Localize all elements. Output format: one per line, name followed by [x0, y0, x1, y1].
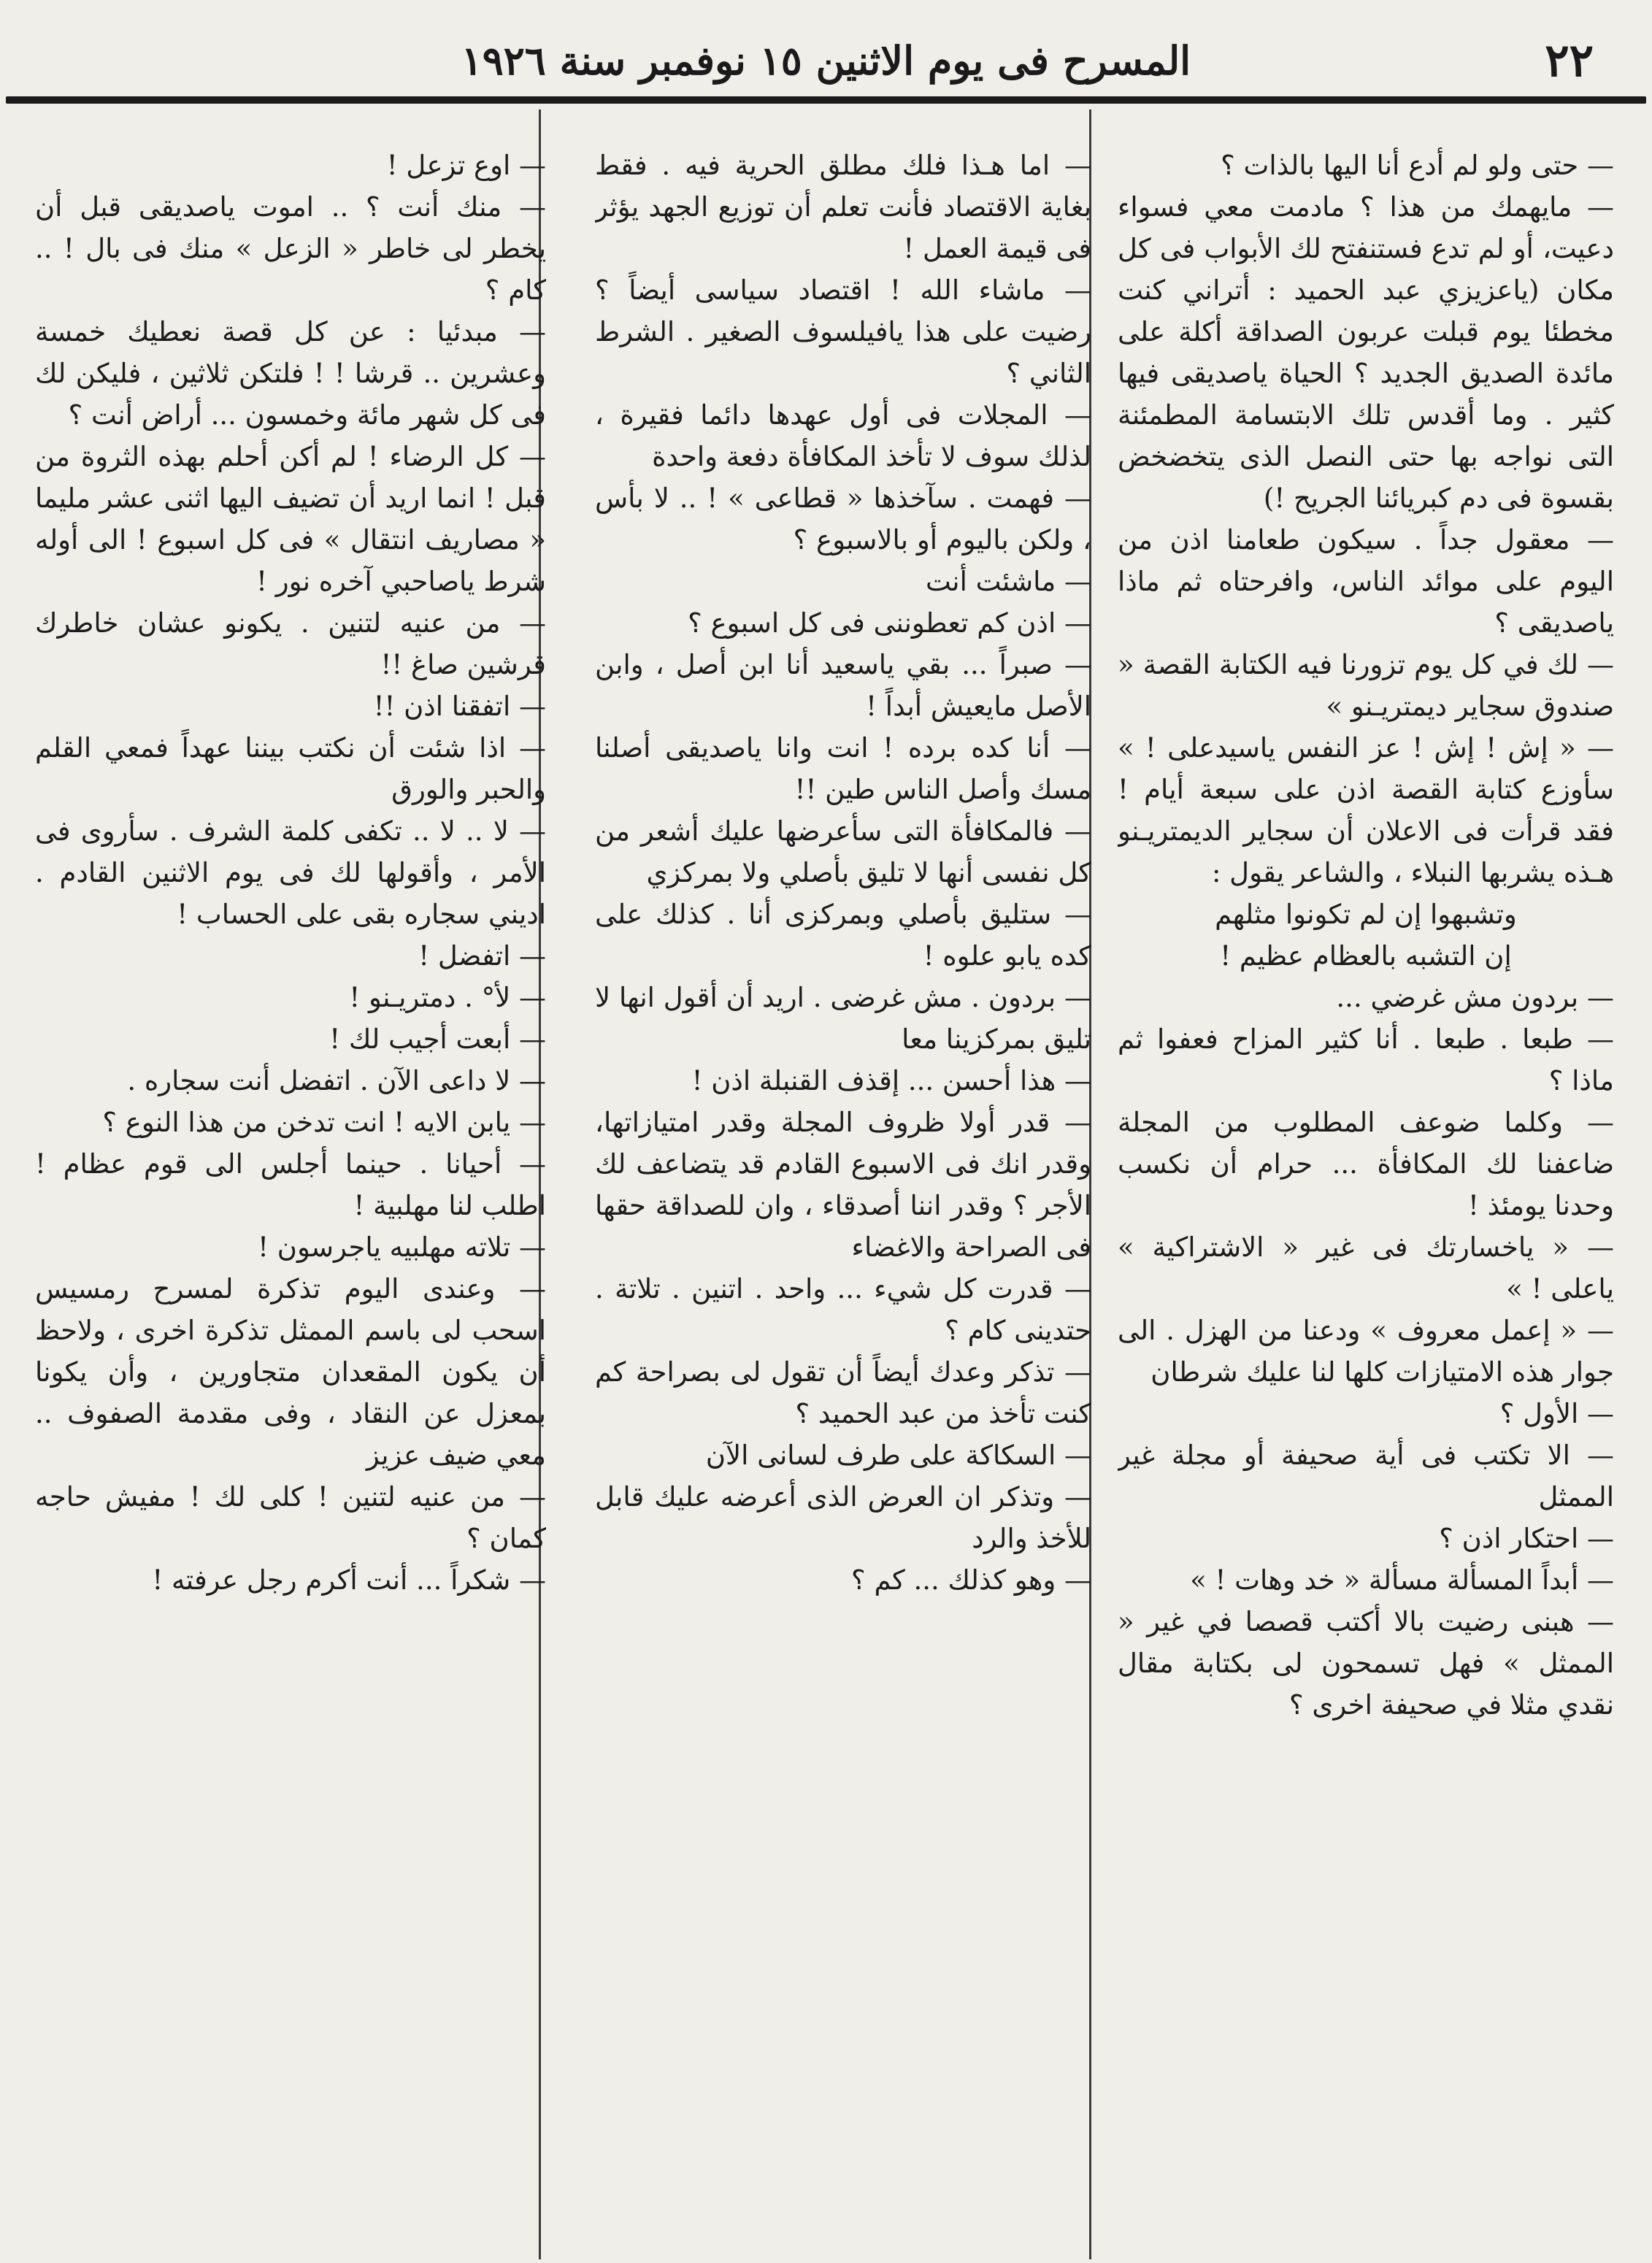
dialogue-line: — « إعمل معروف » ودعنا من الهزل . الى جوار هذه الامتيازات كلها لنا عليك شرطان [1118, 1315, 1614, 1388]
dialogue-line: — الأول ؟ [1499, 1398, 1614, 1429]
dialogue-line: — لا داعى الآن . اتفضل أنت سجاره . [127, 1065, 546, 1096]
header-title: المسرح فى يوم الاثنين ١٥ نوفمبر سنة ١٩٢٦ [461, 37, 1191, 84]
dialogue-line: — يابن الايه ! انت تدخن من هذا النوع ؟ [102, 1107, 546, 1138]
dialogue-line: — اتفضل ! [418, 940, 546, 972]
dialogue-line: — بردون مش غرضي ... [1336, 982, 1614, 1013]
dialogue-line: — من عنيه لتنين ! كلى لك ! مفيش حاجه كمان ؟ [35, 1481, 546, 1554]
dialogue-line: — قدر أولا ظروف المجلة وقدر امتيازاتها، وقدر انك فى الاسبوع القادم قد يتضاعف لك الأجر ؟ وقدر اننا أصدقاء ، وان للصداقة حقها فى الصراحة والاغضاء [595, 1107, 1091, 1263]
dialogue-line: — اتفقنا اذن !! [373, 691, 546, 722]
dialogue-line: — ماشئت أنت [925, 566, 1091, 597]
column-left [35, 145, 546, 2247]
dialogue-line: — هبنى رضيت بالا أكتب قصصا في غير « الممثل » فهل تسمحون لى بكتابة مقال نقدي مثلا في صحيفة اخرى ؟ [1118, 1606, 1614, 1721]
header-rule [6, 96, 1646, 104]
dialogue-line: — حتى ولو لم أدع أنا اليها بالذات ؟ [1221, 150, 1614, 181]
column-middle [595, 145, 1091, 2247]
dialogue-line: — اوع تزعل ! [386, 150, 546, 181]
dialogue-line: — طبعا . طبعا . أنا كثير المزاح فعفوا ثم ماذا ؟ [1118, 1023, 1614, 1096]
dialogue-line: — ستليق بأصلي وبمركزى أنا . كذلك على كده يابو علوه ! [595, 899, 1091, 972]
dialogue-line: — صبراً ... بقي ياسعيد أنا ابن أصل ، وابن الأصل مايعيش أبداً ! [595, 649, 1091, 722]
dialogue-line: — الا تكتب فى أية صحيفة أو مجلة غير الممثل [1118, 1440, 1614, 1513]
dialogue-line: — هذا أحسن ... إقذف القنبلة اذن ! [691, 1065, 1091, 1096]
dialogue-line: — أنا كده برده ! انت وانا ياصديقى أصلنا مسك وأصل الناس طين !! [595, 732, 1091, 805]
column-right [1118, 145, 1614, 2247]
dialogue-line: — لأ° . دمتريـنو ! [349, 982, 546, 1013]
verse-line: وتشبهوا إن لم تكونوا مثلهم [1215, 899, 1517, 930]
dialogue-line: — كل الرضاء ! لم أكن أحلم بهذه الثروة من قبل ! انما اريد أن تضيف اليها اثنى عشر مليما « مصاريف انتقال » فى كل اسبوع ! الى أوله شرط ياصاحبي آخره نور ! [35, 441, 546, 597]
dialogue-line: — المجلات فى أول عهدها دائما فقيرة ، لذلك سوف لا تأخذ المكافأة دفعة واحدة [595, 399, 1091, 472]
dialogue-line: — من عنيه لتنين . يكونو عشان خاطرك قرشين صاغ !! [35, 607, 546, 680]
dialogue-line: — لك في كل يوم تزورنا فيه الكتابة القصة « صندوق سجاير ديمتريـنو » [1118, 649, 1614, 722]
dialogue-line: — فالمكافأة التى سأعرضها عليك أشعر من كل نفسى أنها لا تليق بأصلي ولا بمركزي [595, 815, 1091, 888]
dialogue-line: — احتكار اذن ؟ [1439, 1523, 1614, 1554]
dialogue-line: — فهمت . سآخذها « قطاعى » ! .. لا بأس ، ولكن باليوم أو بالاسبوع ؟ [595, 483, 1091, 556]
dialogue-line: — اذن كم تعطوننى فى كل اسبوع ؟ [688, 607, 1091, 639]
dialogue-line: — شكراً ... أنت أكرم رجل عرفته ! [152, 1564, 546, 1596]
dialogue-line: — اما هـذا فلك مطلق الحرية فيه . فقط بغاية الاقتصاد فأنت تعلم أن توزيع الجهد يؤثر فى قيمة العمل ! [595, 150, 1091, 264]
dialogue-line: — منك أنت ؟ .. اموت ياصديقى قبل أن يخطر لى خاطر « الزعل » منك فى بال ! .. كام ؟ [35, 191, 546, 306]
dialogue-line: — وهو كذلك ... كم ؟ [851, 1564, 1091, 1596]
dialogue-line: — تذكر وعدك أيضاً أن تقول لى بصراحة كم كنت تأخذ من عبد الحميد ؟ [595, 1356, 1091, 1429]
dialogue-line: — وكلما ضوعف المطلوب من المجلة ضاعفنا لك المكافأة ... حرام أن نكسب وحدنا يومئذ ! [1118, 1107, 1614, 1221]
dialogue-line: — وعندى اليوم تذكرة لمسرح رمسيس اسحب لى باسم الممثل تذكرة اخرى ، ولاحظ أن يكون المقعدان متجاورين ، وأن يكونا بمعزل عن النقاد ، وفى مقدمة الصفوف .. معي ضيف عزيز [35, 1273, 546, 1471]
page-number: ٢٢ [1545, 34, 1594, 87]
verse-line: إن التشبه بالعظام عظيم ! [1220, 940, 1512, 972]
dialogue-line: — أحيانا . حينما أجلس الى قوم عظام ! اطلب لنا مهلبية ! [35, 1148, 546, 1221]
dialogue-line: — لا .. لا .. تكفى كلمة الشرف . سأروى فى الأمر ، وأقولها لك فى يوم الاثنين القادم . اديني سجاره بقى على الحساب ! [35, 815, 546, 930]
dialogue-line: — وتذكر ان العرض الذى أعرضه عليك قابل للأخذ والرد [595, 1481, 1091, 1554]
dialogue-line: — مايهمك من هذا ؟ مادمت معي فسواء دعيت، أو لم تدع فستنفتح لك الأبواب فى كل مكان (ياعزيزي عبد الحميد : أتراني كنت مخطئا يوم قبلت عربون الصداقة أكلة على مائدة الصديق الجديد ؟ الحياة ياصديقى فيها كثير . وما أقدس تلك الابتسامة المطمئنة التى نواجه بها حتى النصل الذى يتخضخض بقسوة فى دم كبريائنا الجريح !) [1118, 191, 1614, 514]
dialogue-line: — قدرت كل شيء ... واحد . اتنين . تلاتة . حتدينى كام ؟ [595, 1273, 1091, 1346]
dialogue-line: — أبداً المسألة مسألة « خد وهات ! » [1190, 1564, 1614, 1596]
dialogue-line: — السكاكة على طرف لسانى الآن [705, 1440, 1091, 1471]
dialogue-line: — معقول جداً . سيكون طعامنا اذن من اليوم على موائد الناس، وافرحتاه ثم ماذا ياصديقى ؟ [1118, 524, 1614, 639]
dialogue-line: — أبعت أجيب لك ! [329, 1023, 546, 1055]
running-header [29, 28, 1623, 93]
dialogue-line: — مبدئيا : عن كل قصة نعطيك خمسة وعشرين .. قرشا ! ! فلتكن ثلاثين ، فليكن لك فى كل شهر مائة وخمسون ... أراض أنت ؟ [35, 316, 546, 431]
dialogue-line: — « ياخسارتك فى غير « الاشتراكية » ياعلى ! » [1118, 1232, 1614, 1305]
dialogue-line: — « إش ! إش ! عز النفس ياسيدعلى ! » سأوزع كتابة القصة اذن على سبعة أيام ! فقد قرأت فى الاعلان أن سجاير الديمتريـنو هـذه يشربها النبلاء ، والشاعر يقول : [1118, 732, 1614, 888]
dialogue-line: — ماشاء الله ! اقتصاد سياسى أيضاً ؟ رضيت على هذا يافيلسوف الصغير . الشرط الثاني ؟ [595, 274, 1091, 389]
dialogue-line: — بردون . مش غرضى . اريد أن أقول انها لا تليق بمركزينا معا [595, 982, 1091, 1055]
dialogue-line: — تلاته مهلبيه ياجرسون ! [258, 1232, 546, 1263]
dialogue-line: — اذا شئت أن نكتب بيننا عهداً فمعي القلم والحبر والورق [35, 732, 546, 805]
